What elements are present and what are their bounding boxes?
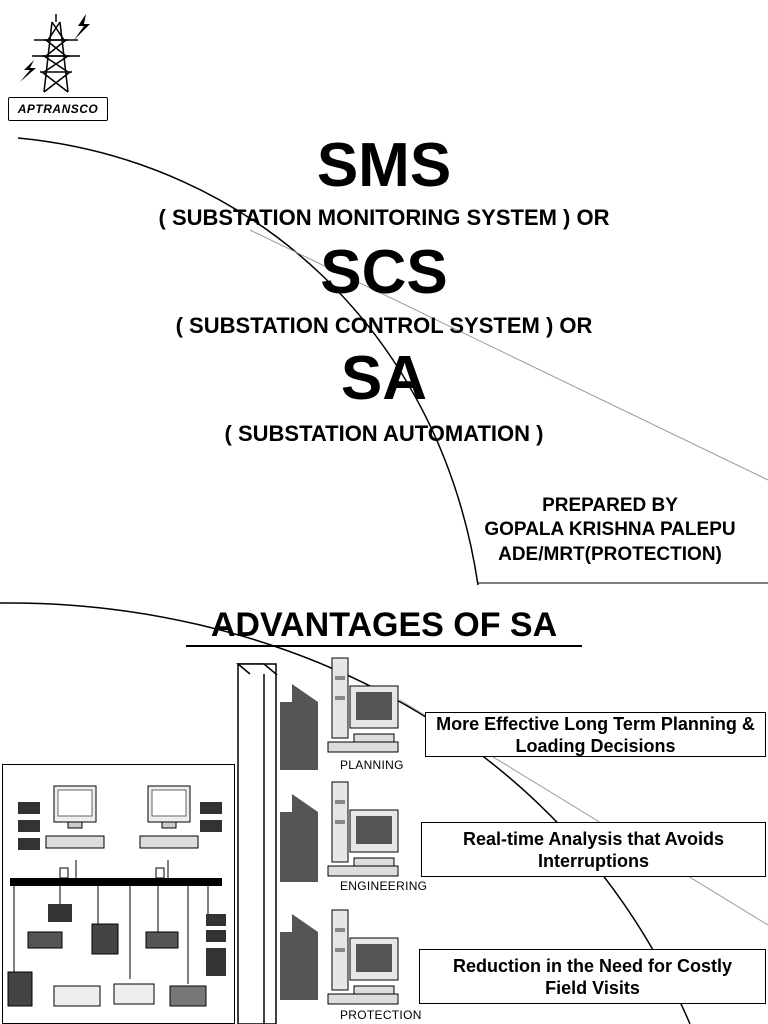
advantage-text-planning: More Effective Long Term Planning & Loading Decisions [436, 713, 755, 756]
logo-brand-box [8, 97, 108, 121]
title-scs: SCS [320, 238, 448, 307]
author-designation: ADE/MRT(PROTECTION) [498, 544, 722, 565]
advantage-box-protection [419, 949, 766, 1004]
flow-graphic [236, 660, 326, 1024]
caption-engineering: ENGINEERING [340, 879, 428, 893]
workstation-right [140, 786, 198, 848]
logo-brand-text: APTRANSCO [17, 102, 99, 116]
subtitle-sa: ( SUBSTATION AUTOMATION ) [224, 421, 544, 446]
author-name: GOPALA KRISHNA PALEPU [484, 519, 736, 540]
workstation-left [46, 786, 104, 848]
advantage-text-protection: Reduction in the Need for Costly Field Visits [452, 955, 733, 998]
advantage-box-engineering [421, 822, 766, 877]
advantage-box-planning [425, 712, 766, 757]
slide2-title-underline [186, 645, 582, 647]
caption-protection: PROTECTION [340, 1008, 422, 1022]
prepared-by-label: PREPARED BY [542, 495, 678, 516]
title-sa: SA [340, 344, 428, 413]
computer-icon-protection [326, 908, 402, 1008]
network-diagram [2, 764, 235, 1024]
subtitle-sms: ( SUBSTATION MONITORING SYSTEM ) OR [158, 205, 610, 230]
computer-icon-engineering [326, 780, 402, 880]
computer-icon-planning [326, 656, 402, 756]
caption-planning: PLANNING [340, 758, 404, 772]
aptransco-logo [8, 10, 110, 124]
title-sms: SMS [316, 131, 452, 200]
subtitle-scs: ( SUBSTATION CONTROL SYSTEM ) OR [175, 313, 593, 338]
transmission-tower-icon [8, 10, 110, 100]
advantage-text-engineering: Real-time Analysis that Avoids Interruptions [462, 828, 725, 871]
slide2-title: ADVANTAGES OF SA [210, 606, 558, 644]
